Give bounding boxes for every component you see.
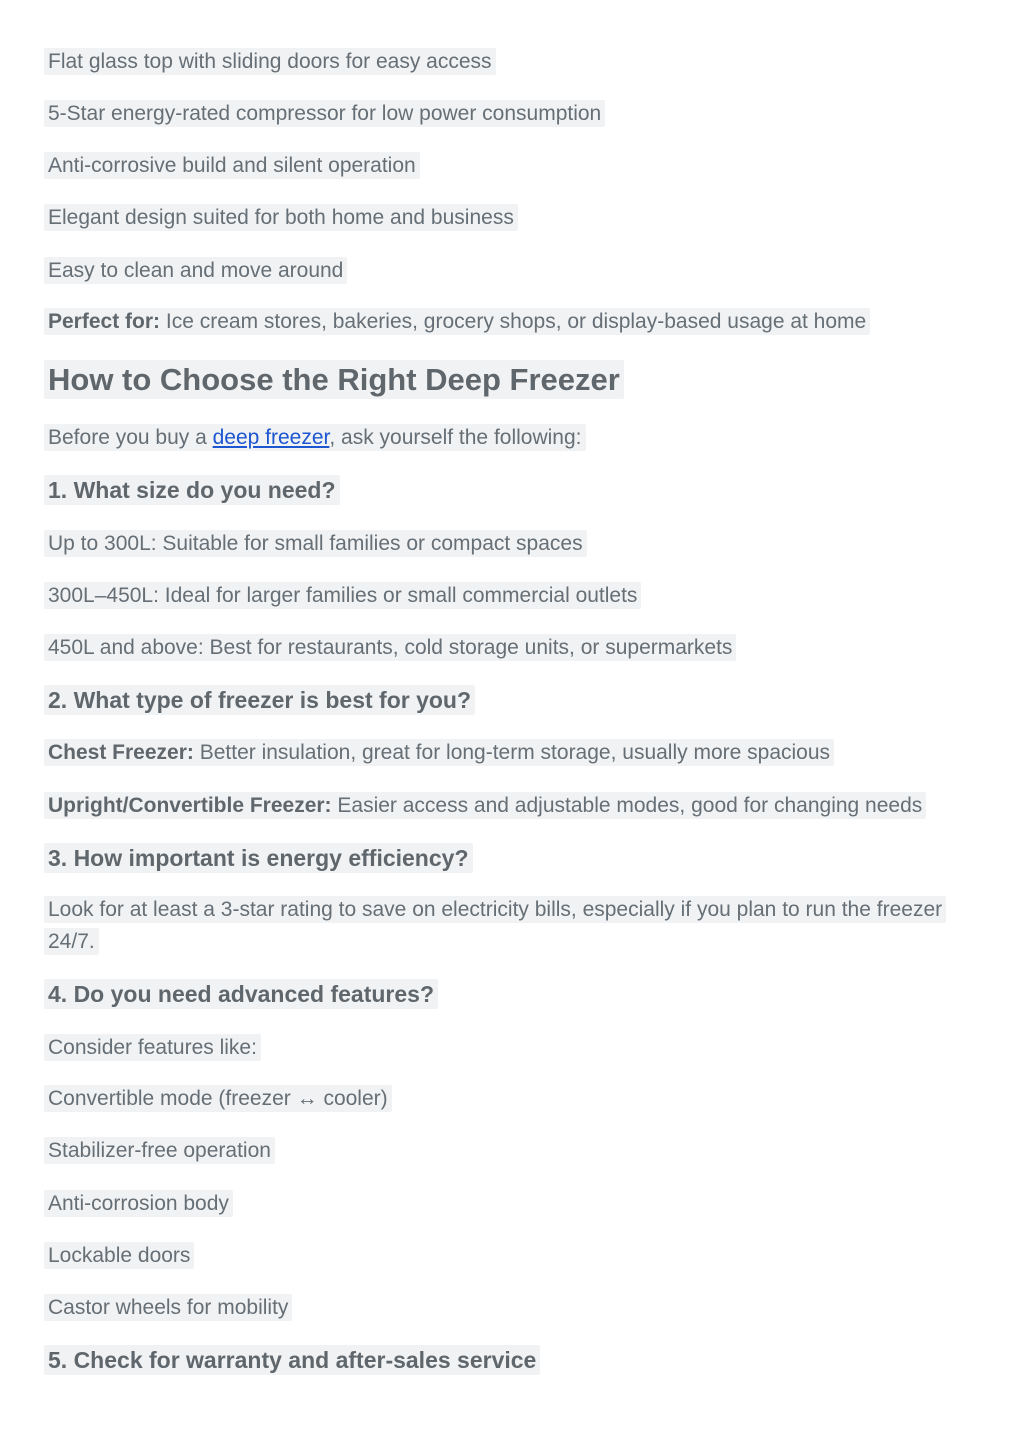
deep-freezer-link[interactable]: deep freezer bbox=[212, 426, 330, 449]
feature-item: Flat glass top with sliding doors for easy access bbox=[44, 46, 496, 78]
size-item: 300L–450L: Ideal for larger families or small commercial outlets bbox=[44, 580, 641, 612]
perfect-for-paragraph bbox=[44, 306, 870, 338]
feature-item: Easy to clean and move around bbox=[44, 255, 347, 287]
feature-item: 5-Star energy-rated compressor for low power consumption bbox=[44, 98, 605, 130]
features-intro: Consider features like: bbox=[44, 1032, 261, 1064]
question-5-heading: 5. Check for warranty and after-sales service bbox=[44, 1344, 540, 1376]
question-3-heading: 3. How important is energy efficiency? bbox=[44, 842, 473, 874]
feature-item: Anti-corrosive build and silent operation bbox=[44, 150, 420, 182]
chest-freezer-item: Chest Freezer: Better insulation, great for long-term storage, usually more spacious bbox=[44, 737, 834, 769]
size-item: Up to 300L: Suitable for small families or compact spaces bbox=[44, 528, 587, 560]
section-intro: Before you buy a deep freezer, ask yourself the following: bbox=[44, 422, 586, 454]
advanced-feature-item: Anti-corrosion body bbox=[44, 1188, 233, 1220]
section-heading: How to Choose the Right Deep Freezer bbox=[44, 360, 624, 400]
perfect-for-text: Ice cream stores, bakeries, grocery shops, or display-based usage at home bbox=[160, 310, 867, 333]
feature-item: Elegant design suited for both home and business bbox=[44, 202, 518, 234]
advanced-feature-item: Stabilizer-free operation bbox=[44, 1135, 275, 1167]
perfect-for-label: Perfect for: bbox=[48, 310, 161, 333]
advanced-feature-item: Castor wheels for mobility bbox=[44, 1292, 292, 1324]
question-1-heading: 1. What size do you need? bbox=[44, 474, 340, 506]
advanced-feature-item: Convertible mode (freezer ↔ cooler) bbox=[44, 1083, 392, 1115]
energy-efficiency-paragraph: Look for at least a 3-star rating to save on electricity bills, especially if you plan to run the freezer 24/7. bbox=[44, 894, 944, 958]
upright-freezer-item: Upright/Convertible Freezer: Easier access and adjustable modes, good for changing needs bbox=[44, 790, 926, 822]
size-item: 450L and above: Best for restaurants, cold storage units, or supermarkets bbox=[44, 632, 736, 664]
question-2-heading: 2. What type of freezer is best for you? bbox=[44, 684, 475, 716]
advanced-feature-item: Lockable doors bbox=[44, 1240, 194, 1272]
question-4-heading: 4. Do you need advanced features? bbox=[44, 978, 438, 1010]
